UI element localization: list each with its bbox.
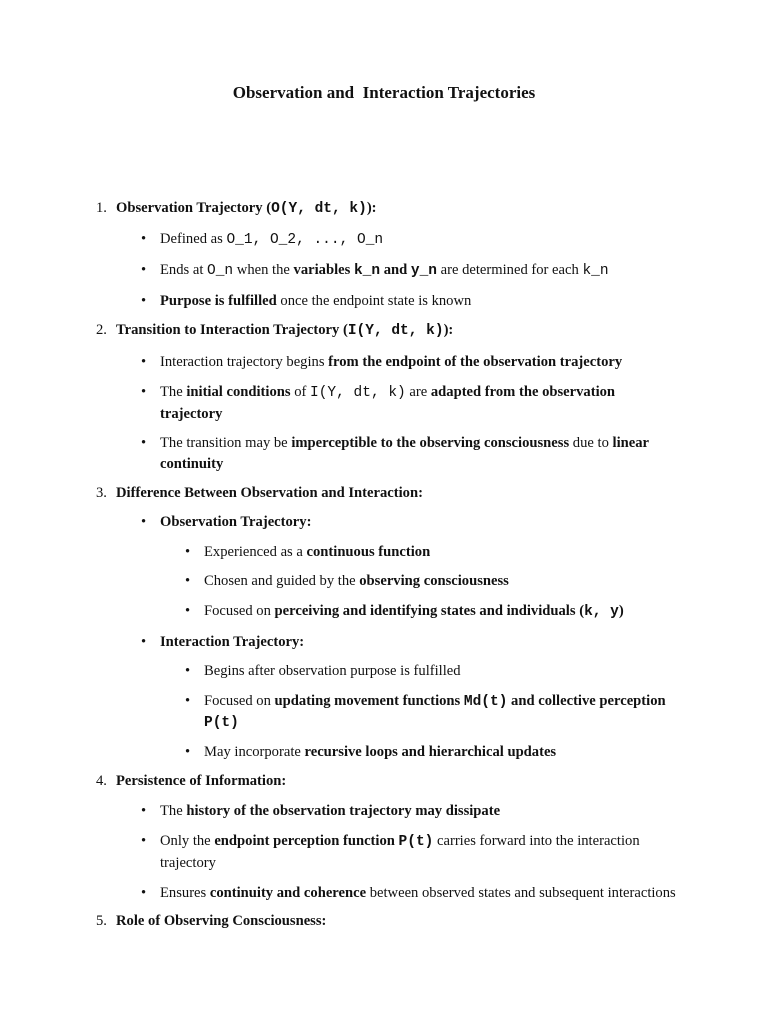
list-item: Focused on perceiving and identifying states and individuals (k, y) bbox=[204, 603, 624, 620]
bullet: • bbox=[185, 603, 191, 619]
sub-heading: Interaction Trajectory: bbox=[160, 634, 305, 650]
list-number: 1. bbox=[96, 200, 107, 216]
section-heading: Role of Observing Consciousness: bbox=[116, 913, 327, 929]
section-heading: Persistence of Information: bbox=[116, 773, 287, 789]
bullet: • bbox=[185, 693, 191, 709]
bullet: • bbox=[141, 262, 147, 278]
list-item: Begins after observation purpose is fulfilled bbox=[204, 663, 461, 679]
list-item: Chosen and guided by the observing consciousness bbox=[204, 573, 509, 589]
list-number: 3. bbox=[96, 485, 107, 501]
bullet: • bbox=[185, 573, 191, 589]
list-item: The history of the observation trajectory may dissipate bbox=[160, 803, 501, 819]
sub-heading: Observation Trajectory: bbox=[160, 514, 312, 530]
list-item: Ensures continuity and coherence between observed states and subsequent interactions bbox=[160, 885, 676, 901]
list-item: Defined as O_1, O_2, ..., O_n bbox=[160, 231, 384, 248]
section-heading: Transition to Interaction Trajectory (I(Y, dt, k)): bbox=[116, 322, 454, 339]
bullet: • bbox=[141, 803, 147, 819]
bullet: • bbox=[141, 833, 147, 849]
bullet: • bbox=[141, 293, 147, 309]
list-item: The transition may be imperceptible to the observing consciousness due to linear continuity bbox=[160, 435, 649, 472]
page-title: Observation and Interaction Trajectories bbox=[232, 83, 536, 102]
bullet: • bbox=[141, 514, 147, 530]
list-item: Ends at O_n when the variables k_n and y_n are determined for each k_n bbox=[160, 262, 609, 279]
bullet: • bbox=[185, 663, 191, 679]
section-heading: Difference Between Observation and Interaction: bbox=[116, 485, 423, 501]
bullet: • bbox=[141, 231, 147, 247]
bullet: • bbox=[185, 744, 191, 760]
list-item: May incorporate recursive loops and hierarchical updates bbox=[204, 744, 557, 760]
list-item: Focused on updating movement functions Md(t) and collective perception P(t) bbox=[204, 693, 666, 731]
list-number: 5. bbox=[96, 913, 107, 929]
bullet: • bbox=[141, 354, 147, 370]
list-item: The initial conditions of I(Y, dt, k) are adapted from the observation trajectory bbox=[160, 384, 616, 422]
bullet: • bbox=[141, 634, 147, 650]
bullet: • bbox=[141, 435, 147, 451]
bullet: • bbox=[141, 885, 147, 901]
bullet: • bbox=[141, 384, 147, 400]
list-number: 4. bbox=[96, 773, 107, 789]
list-item: Purpose is fulfilled once the endpoint state is known bbox=[160, 293, 472, 309]
list-number: 2. bbox=[96, 322, 107, 338]
list-item: Experienced as a continuous function bbox=[204, 544, 431, 560]
section-heading: Observation Trajectory (O(Y, dt, k)): bbox=[116, 200, 377, 217]
list-item: Interaction trajectory begins from the endpoint of the observation trajectory bbox=[160, 354, 623, 370]
list-item: Only the endpoint perception function P(t) carries forward into the interaction trajectory bbox=[160, 833, 640, 871]
bullet: • bbox=[185, 544, 191, 560]
